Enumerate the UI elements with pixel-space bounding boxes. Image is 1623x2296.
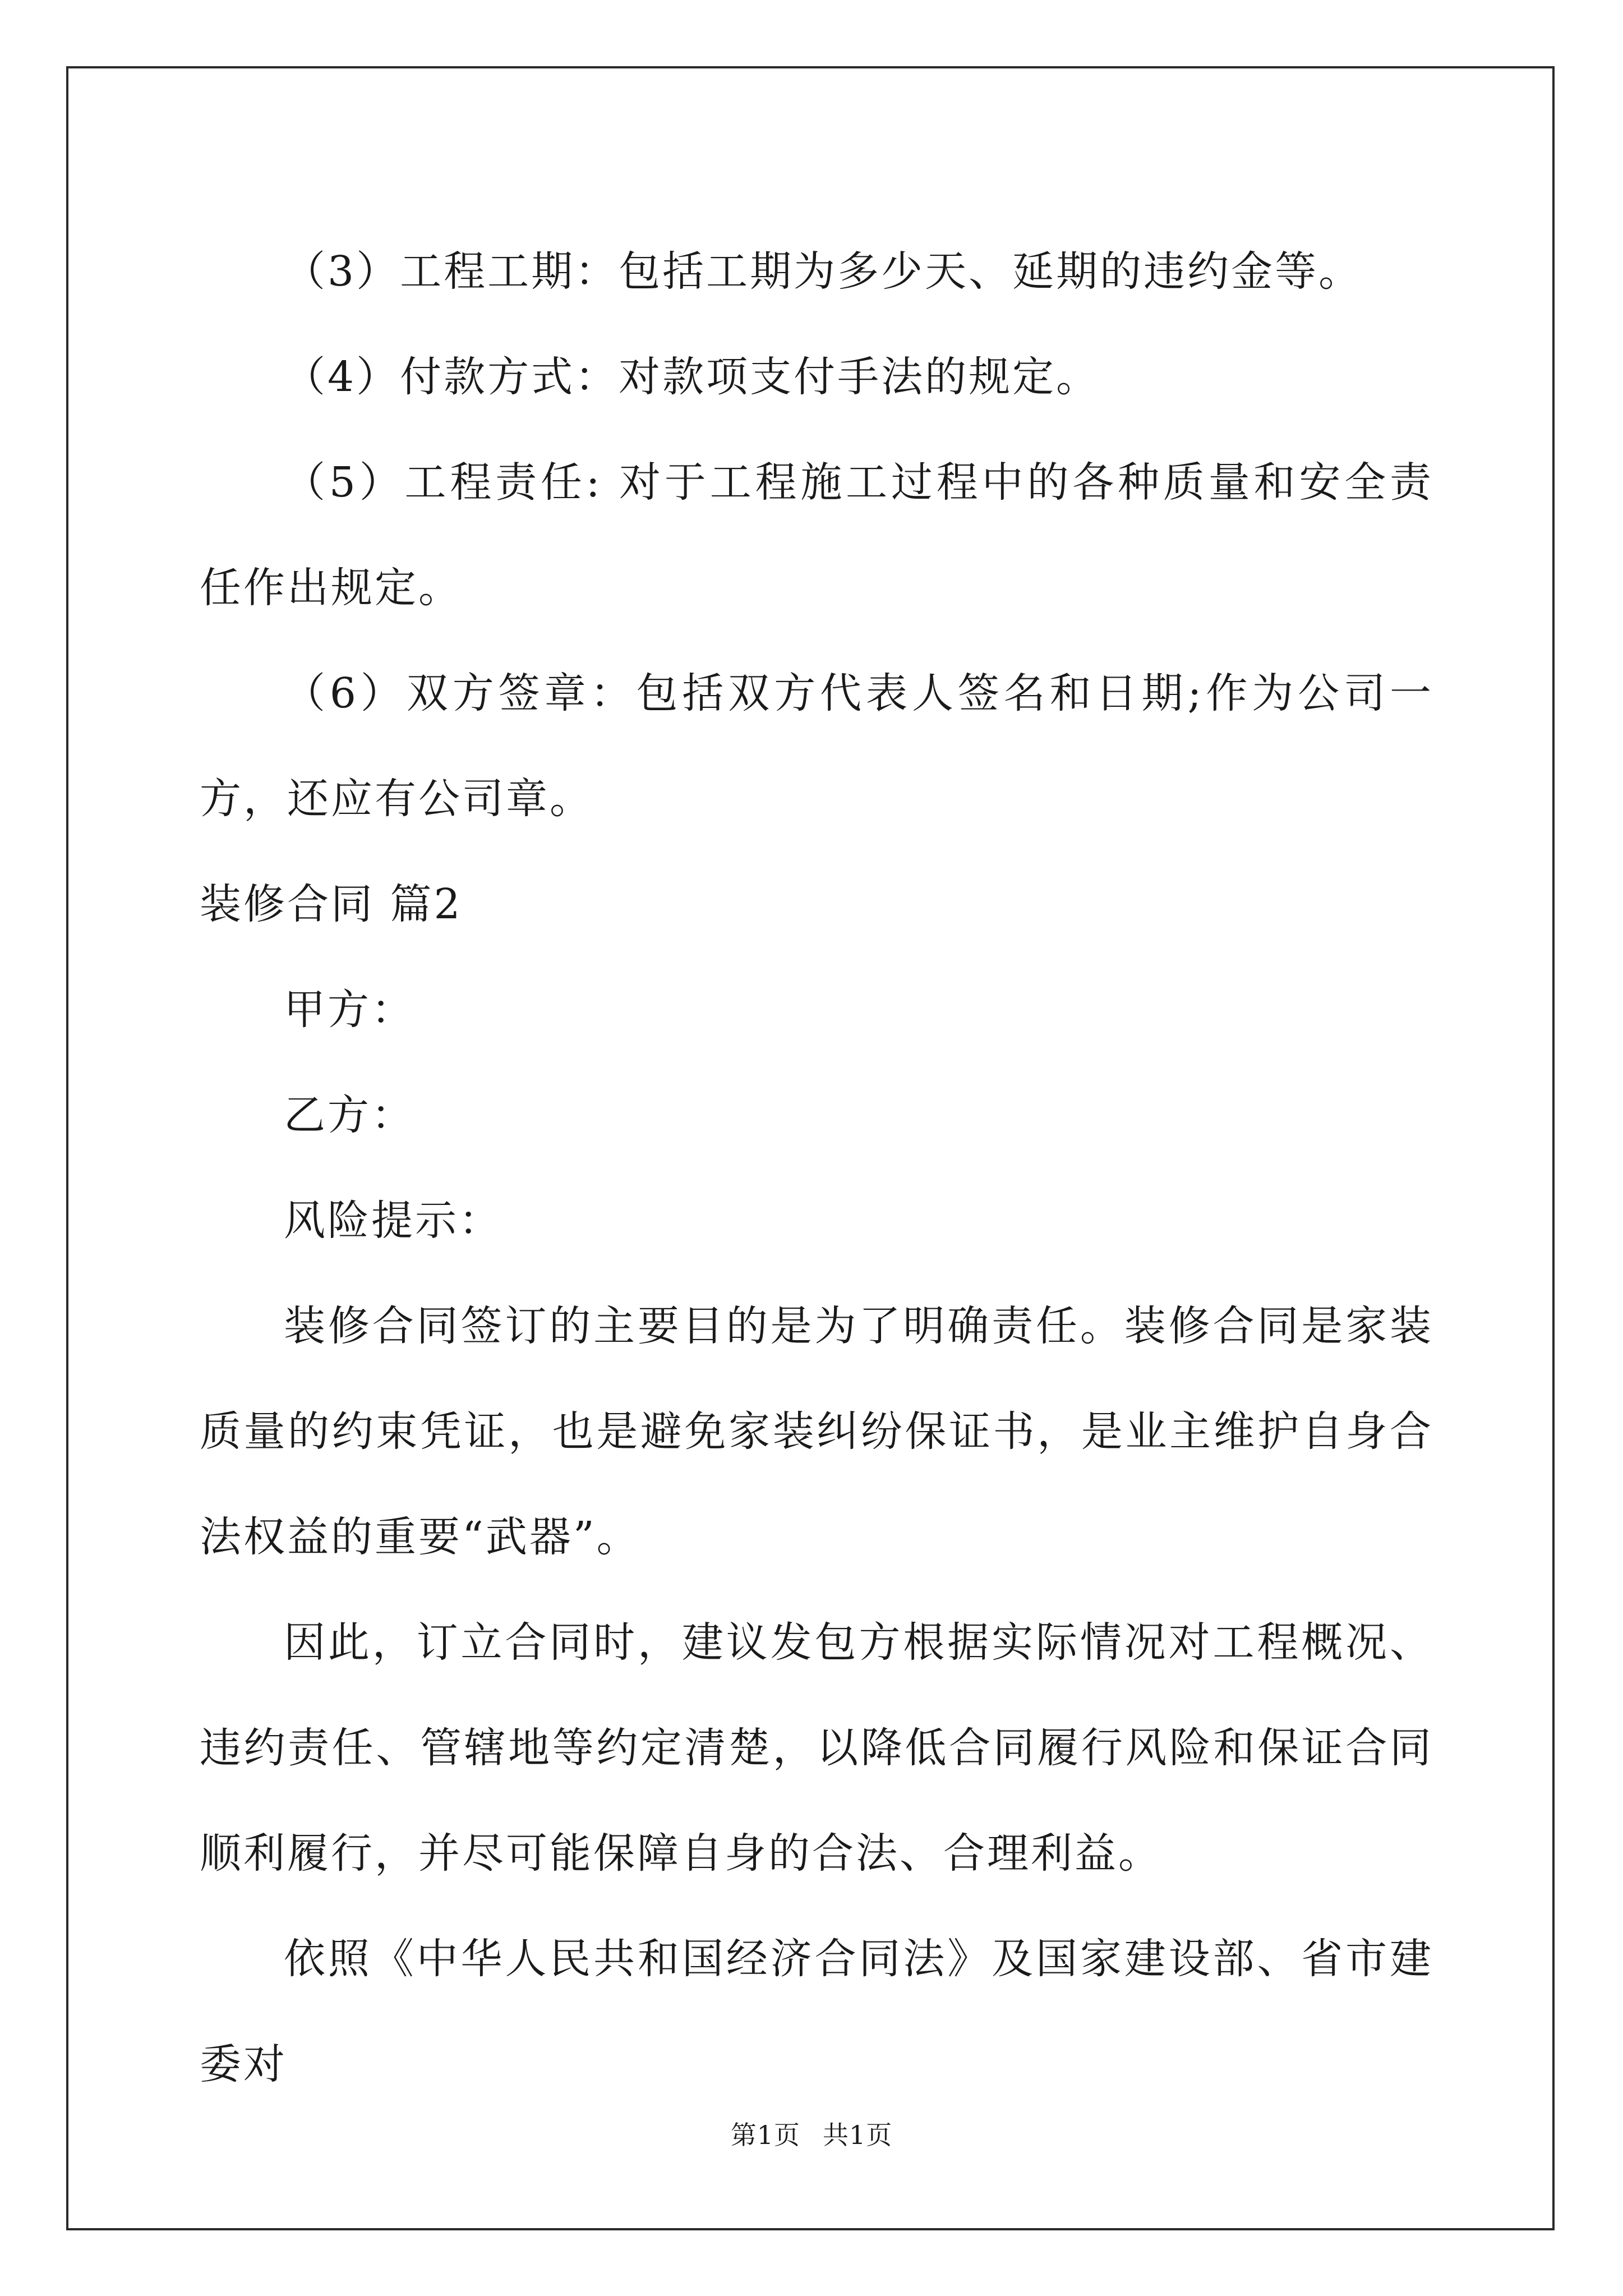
section-heading: 装修合同 篇2 [200,880,463,928]
document-body [200,219,1433,2117]
party-b-label: 乙方： [284,1091,415,1139]
page-total: 共1页 [823,2120,893,2150]
page-number: 第1页 [730,2120,800,2150]
paragraph-duration: （3）工程工期：包括工期为多少天、延期的违约金等。 [284,247,1363,296]
page-footer [0,2115,1623,2152]
paragraph-responsibility: （5）工程责任: 对于工程施工过程中的各种质量和安全责任作出规定。 [200,458,1433,612]
risk-notice-label: 风险提示： [284,1197,502,1245]
paragraph-signature: （6）双方签章：包括双方代表人签名和日期;作为公司一方，还应有公司章。 [200,669,1433,823]
party-a-label: 甲方： [284,986,415,1034]
paragraph-purpose: 装修合同签订的主要目的是为了明确责任。装修合同是家装质量的约束凭证，也是避免家装纠纷保证书，是业主维护自身合法权益的重要“武器”。 [200,1302,1433,1561]
paragraph-advice: 因此，订立合同时，建议发包方根据实际情况对工程概况、违约责任、管辖地等约定清楚，以降低合同履行风险和保证合同顺利履行，并尽可能保障自身的合法、合理利益。 [200,1618,1433,1878]
paragraph-payment: （4）付款方式：对款项支付手法的规定。 [284,353,1100,401]
paragraph-legal-basis: 依照《中华人民共和国经济合同法》及国家建设部、省市建委对 [200,1935,1433,2088]
